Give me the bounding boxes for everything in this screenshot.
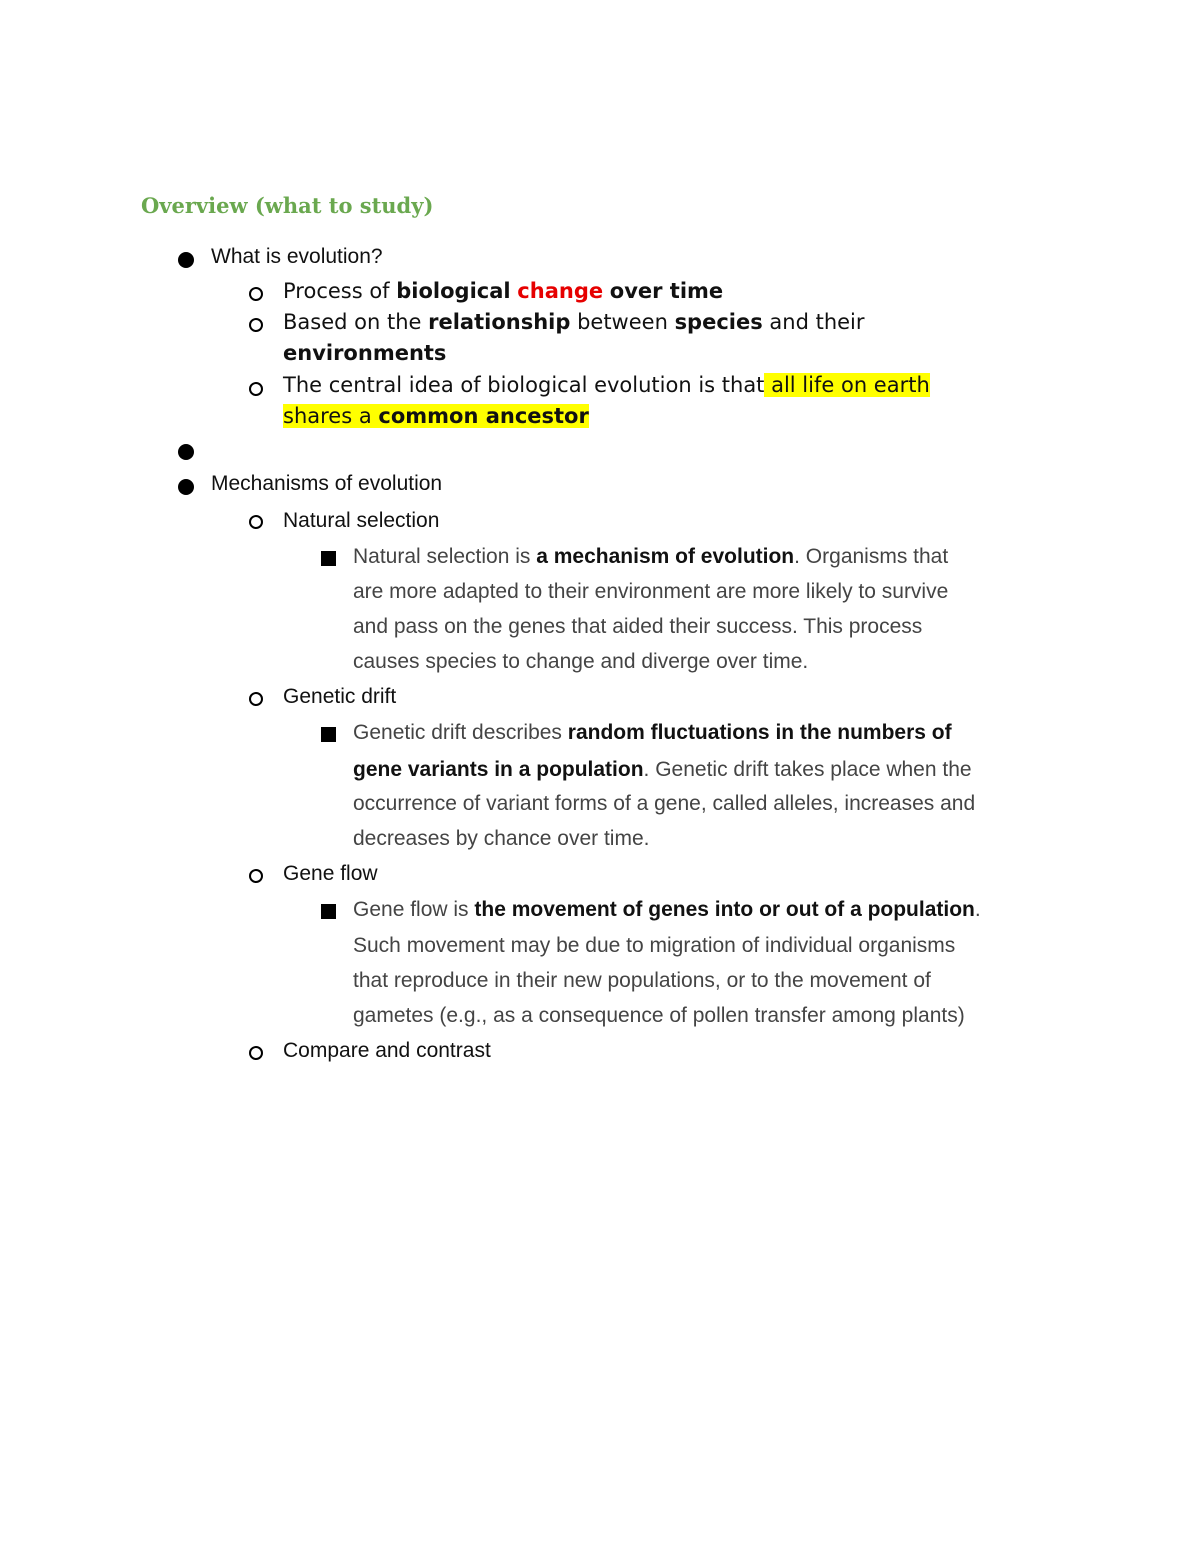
gene-flow-text-line4: gametes (e.g., as a consequence of pollen transfer among plants) xyxy=(353,1004,965,1027)
natural-selection-text-line3: and pass on the genes that aided their success. This process xyxy=(353,615,923,638)
list-item-central-idea-line2: shares a common ancestor xyxy=(283,404,589,428)
disc-bullet-icon xyxy=(178,479,194,495)
gene-flow-text-line1: Gene flow is the movement of genes into or out of a population. xyxy=(353,898,981,921)
natural-selection-text-line1: Natural selection is a mechanism of evolution. Organisms that xyxy=(353,545,949,568)
circle-bullet-icon xyxy=(249,692,263,706)
list-item-based-on: Based on the relationship between species and their xyxy=(283,310,865,334)
square-bullet-icon xyxy=(321,727,336,742)
list-item-compare-contrast: Compare and contrast xyxy=(283,1039,491,1062)
genetic-drift-text-line3: occurrence of variant forms of a gene, called alleles, increases and xyxy=(353,792,976,815)
square-bullet-icon xyxy=(321,904,336,919)
list-item-mechanisms: Mechanisms of evolution xyxy=(211,472,443,495)
list-item-central-idea: The central idea of biological evolution is that all life on earth xyxy=(283,373,930,397)
list-item-natural-selection: Natural selection xyxy=(283,509,440,532)
list-item-based-on-line2: environments xyxy=(283,341,447,365)
disc-bullet-icon xyxy=(178,444,194,460)
genetic-drift-text-line2: gene variants in a population. Genetic drift takes place when the xyxy=(353,758,972,781)
natural-selection-text-line2: are more adapted to their environment are more likely to survive xyxy=(353,580,949,603)
list-item-gene-flow: Gene flow xyxy=(283,862,378,885)
natural-selection-text-line4: causes species to change and diverge over time. xyxy=(353,650,809,673)
genetic-drift-text-line1: Genetic drift describes random fluctuations in the numbers of xyxy=(353,721,952,744)
list-item-what-is-evolution: What is evolution? xyxy=(211,245,383,268)
circle-bullet-icon xyxy=(249,382,263,396)
list-item-process: Process of biological change over time xyxy=(283,279,724,303)
circle-bullet-icon xyxy=(249,869,263,883)
gene-flow-text-line2: Such movement may be due to migration of individual organisms xyxy=(353,934,956,957)
circle-bullet-icon xyxy=(249,1046,263,1060)
gene-flow-text-line3: that reproduce in their new populations, or to the movement of xyxy=(353,969,931,992)
list-item-genetic-drift: Genetic drift xyxy=(283,685,397,708)
square-bullet-icon xyxy=(321,551,336,566)
disc-bullet-icon xyxy=(178,252,194,268)
page-title: Overview (what to study) xyxy=(141,193,434,218)
circle-bullet-icon xyxy=(249,318,263,332)
genetic-drift-text-line4: decreases by chance over time. xyxy=(353,827,650,850)
circle-bullet-icon xyxy=(249,287,263,301)
circle-bullet-icon xyxy=(249,515,263,529)
